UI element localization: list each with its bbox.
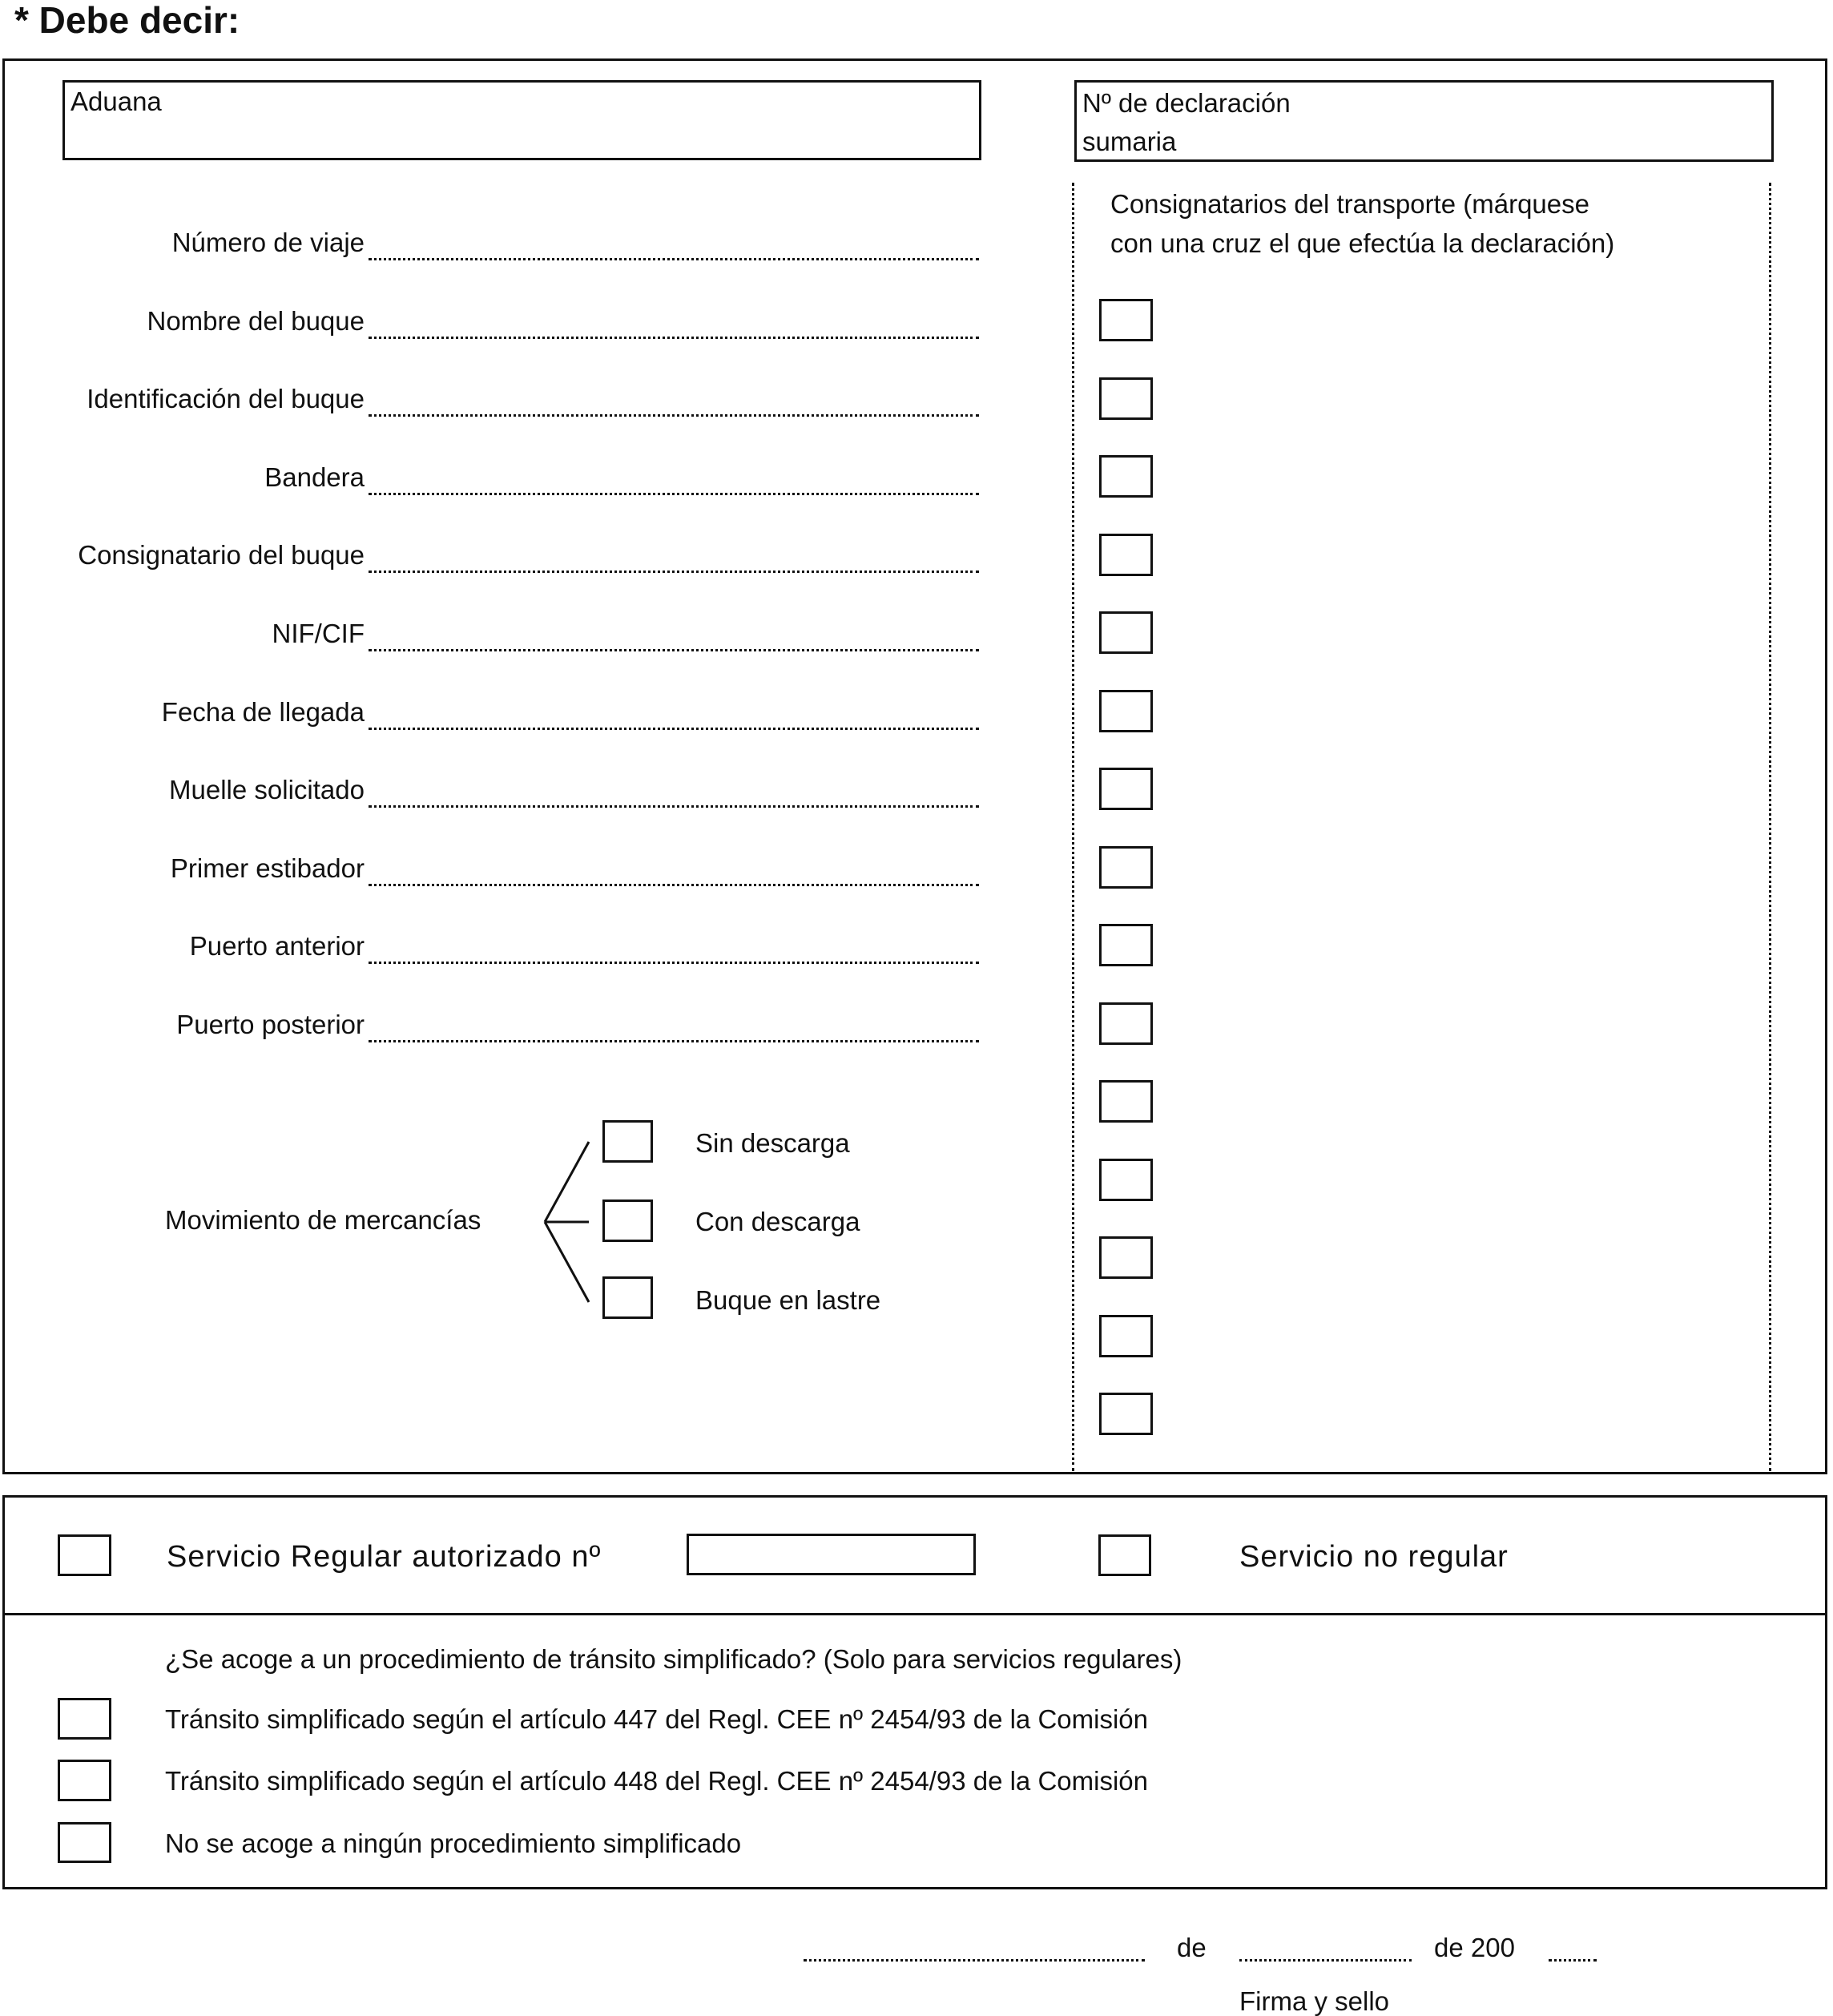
consignatario-checkbox[interactable] [1099,455,1153,498]
field-label: Nombre del buque [147,306,365,336]
consignatario-checkbox[interactable] [1099,1393,1153,1435]
place-field[interactable] [804,1959,1145,1962]
servicio-regular-checkbox[interactable] [58,1534,111,1576]
buque-en-lastre-checkbox[interactable] [602,1276,653,1319]
servicio-no-regular-label: Servicio no regular [1239,1540,1509,1574]
movimiento-label: Movimiento de mercancías [165,1205,481,1235]
consignatario-checkbox[interactable] [1099,1315,1153,1357]
firma-y-sello: Firma y sello [1239,1986,1390,2016]
field-label: Número de viaje [171,228,365,257]
consignatarios-title-line1: Consignatarios del transporte (márquese [1110,189,1589,219]
field-label: Identificación del buque [87,384,365,413]
date-de-1: de [1177,1933,1207,1962]
movimiento-bracket [537,1134,601,1318]
field-input-line[interactable] [369,571,979,573]
field-label: Bandera [264,462,365,492]
transito-447-label: Tránsito simplificado según el artículo 447 del Regl. CEE nº 2454/93 de la Comisión [165,1704,1148,1734]
con-descarga-checkbox[interactable] [602,1200,653,1242]
aduana-label: Aduana [70,87,162,116]
consignatario-checkbox[interactable] [1099,377,1153,420]
consignatario-checkbox[interactable] [1099,611,1153,654]
sin-descarga-checkbox[interactable] [602,1120,653,1163]
consignatarios-right-border [1769,183,1771,1471]
consignatario-checkbox[interactable] [1099,846,1153,889]
sin-descarga-label: Sin descarga [695,1128,850,1158]
field-input-line[interactable] [369,258,979,260]
main-form-frame [2,58,1827,1474]
consignatario-checkbox[interactable] [1099,768,1153,810]
field-input-line[interactable] [369,1040,979,1042]
field-label: Muelle solicitado [169,775,365,804]
field-label: Puerto posterior [176,1010,365,1039]
consignatario-checkbox[interactable] [1099,690,1153,732]
consignatario-checkbox[interactable] [1099,924,1153,966]
field-input-line[interactable] [369,337,979,339]
transito-448-checkbox[interactable] [58,1760,111,1801]
consignatario-checkbox[interactable] [1099,534,1153,576]
day-field[interactable] [1239,1959,1412,1962]
no-transito-label: No se acoge a ningún procedimiento simplificado [165,1829,742,1858]
declaracion-label-line2: sumaria [1082,127,1177,156]
consignatario-checkbox[interactable] [1099,1002,1153,1045]
page-heading: * Debe decir: [14,0,240,41]
field-input-line[interactable] [369,805,979,808]
year-field[interactable] [1549,1959,1597,1962]
field-input-line[interactable] [369,493,979,495]
field-label: NIF/CIF [272,619,365,648]
servicio-no-regular-checkbox[interactable] [1098,1534,1151,1576]
servicio-regular-number-field[interactable] [687,1534,976,1575]
consignatario-checkbox[interactable] [1099,1159,1153,1201]
field-label: Puerto anterior [189,931,365,961]
date-de-200: de 200 [1434,1933,1515,1962]
transito-question: ¿Se acoge a un procedimiento de tránsito simplificado? (Solo para servicios regulares) [165,1644,1182,1674]
no-transito-checkbox[interactable] [58,1822,111,1863]
consignatarios-title-line2: con una cruz el que efectúa la declaración) [1110,228,1615,258]
servicio-regular-label: Servicio Regular autorizado nº [167,1540,602,1574]
consignatarios-left-border [1072,183,1074,1471]
field-label: Consignatario del buque [78,540,365,570]
consignatario-checkbox[interactable] [1099,1236,1153,1279]
transito-448-label: Tránsito simplificado según el artículo 448 del Regl. CEE nº 2454/93 de la Comisión [165,1766,1148,1796]
consignatario-checkbox[interactable] [1099,299,1153,341]
aduana-field[interactable] [62,80,981,160]
field-input-line[interactable] [369,414,979,417]
consignatario-checkbox[interactable] [1099,1080,1153,1123]
field-input-line[interactable] [369,962,979,964]
field-input-line[interactable] [369,728,979,730]
declaracion-label-line1: Nº de declaración [1082,88,1291,118]
con-descarga-label: Con descarga [695,1207,860,1236]
transito-447-checkbox[interactable] [58,1698,111,1740]
field-label: Primer estibador [170,853,365,883]
field-input-line[interactable] [369,884,979,886]
field-label: Fecha de llegada [161,697,365,727]
field-input-line[interactable] [369,649,979,651]
buque-en-lastre-label: Buque en lastre [695,1285,881,1315]
